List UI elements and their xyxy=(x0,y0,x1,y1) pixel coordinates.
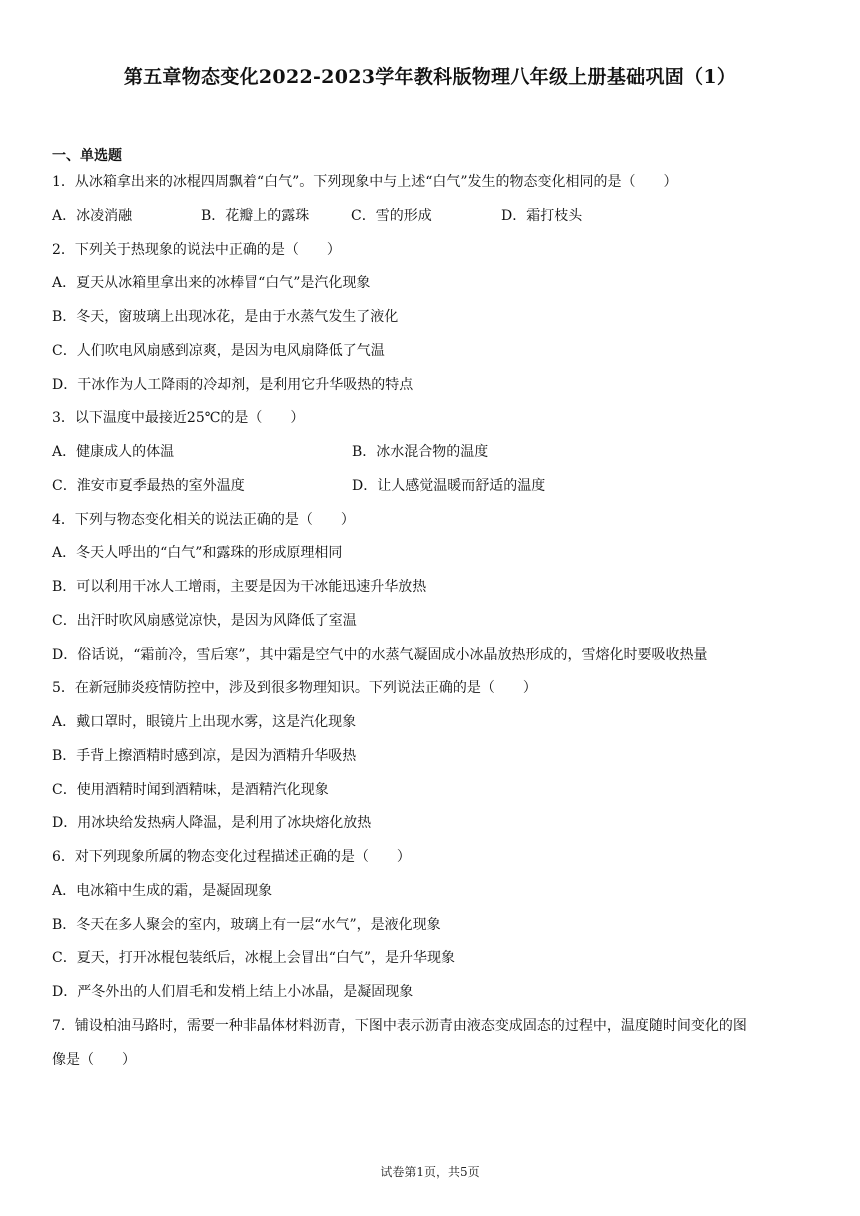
question-3-option-a[interactable]: A．健康成人的体温 xyxy=(52,444,175,460)
question-3-option-b[interactable]: B．冰水混合物的温度 xyxy=(352,444,489,460)
question-2-option-b[interactable]: B．冬天，窗玻璃上出现冰花，是由于水蒸气发生了液化 xyxy=(52,309,399,325)
question-2-option-a[interactable]: A．夏天从冰箱里拿出来的冰棒冒“白气”是汽化现象 xyxy=(52,275,371,291)
question-5-option-c[interactable]: C．使用酒精时闻到酒精味，是酒精汽化现象 xyxy=(52,782,329,798)
question-5-stem: 5．在新冠肺炎疫情防控中，涉及到很多物理知识。下列说法正确的是（ ） xyxy=(52,680,537,696)
question-1-option-b[interactable]: B．花瓣上的露珠 xyxy=(201,208,310,224)
question-2-option-d[interactable]: D．干冰作为人工降雨的冷却剂，是利用它升华吸热的特点 xyxy=(52,377,414,393)
question-7-stem-continued: 像是（ ） xyxy=(52,1052,136,1068)
question-1-stem: 1．从冰箱拿出来的冰棍四周飘着“白气”。下列现象中与上述“白气”发生的物态变化相同的是（ ） xyxy=(52,174,678,190)
question-2-stem: 2．下列关于热现象的说法中正确的是（ ） xyxy=(52,242,341,258)
question-6-option-d[interactable]: D．严冬外出的人们眉毛和发梢上结上小冰晶，是凝固现象 xyxy=(52,984,414,1000)
section-heading: 一、单选题 xyxy=(52,148,122,164)
question-6-stem: 6．对下列现象所属的物态变化过程描述正确的是（ ） xyxy=(52,849,411,865)
question-7-stem: 7．铺设柏油马路时，需要一种非晶体材料沥青，下图中表示沥青由液态变成固态的过程中，温度随时间变化的图 xyxy=(52,1018,747,1034)
question-6-option-b[interactable]: B．冬天在多人聚会的室内，玻璃上有一层“水气”，是液化现象 xyxy=(52,917,441,933)
question-4-option-d[interactable]: D．俗话说，“霜前冷，雪后寒”，其中霜是空气中的水蒸气凝固成小冰晶放热形成的，雪熔化时要吸收热量 xyxy=(52,647,708,663)
page-title: 第五章物态变化2022-2023学年教科版物理八年级上册基础巩固（1） xyxy=(123,66,737,88)
question-1-option-a[interactable]: A．冰凌消融 xyxy=(52,208,133,224)
question-6-option-a[interactable]: A．电冰箱中生成的霜，是凝固现象 xyxy=(52,883,273,899)
question-1-option-d[interactable]: D．霜打枝头 xyxy=(501,208,583,224)
question-6-option-c[interactable]: C．夏天，打开冰棍包装纸后，冰棍上会冒出“白气”，是升华现象 xyxy=(52,950,456,966)
page-footer: 试卷第1页，共5页 xyxy=(380,1165,480,1179)
question-2-option-c[interactable]: C．人们吹电风扇感到凉爽，是因为电风扇降低了气温 xyxy=(52,343,385,359)
question-4-option-b[interactable]: B．可以利用干冰人工增雨，主要是因为干冰能迅速升华放热 xyxy=(52,579,427,595)
question-5-option-d[interactable]: D．用冰块给发热病人降温，是利用了冰块熔化放热 xyxy=(52,815,372,831)
question-1-option-c[interactable]: C．雪的形成 xyxy=(351,208,432,224)
question-5-option-a[interactable]: A．戴口罩时，眼镜片上出现水雾，这是汽化现象 xyxy=(52,714,357,730)
question-5-option-b[interactable]: B．手背上擦酒精时感到凉，是因为酒精升华吸热 xyxy=(52,748,357,764)
question-3-stem: 3．以下温度中最接近25℃的是（ ） xyxy=(52,410,305,426)
question-4-option-a[interactable]: A．冬天人呼出的“白气”和露珠的形成原理相同 xyxy=(52,545,343,561)
question-3-option-c[interactable]: C．淮安市夏季最热的室外温度 xyxy=(52,478,245,494)
question-4-stem: 4．下列与物态变化相关的说法正确的是（ ） xyxy=(52,512,355,528)
question-4-option-c[interactable]: C．出汗时吹风扇感觉凉快，是因为风降低了室温 xyxy=(52,613,357,629)
question-3-option-d[interactable]: D．让人感觉温暖而舒适的温度 xyxy=(352,478,546,494)
